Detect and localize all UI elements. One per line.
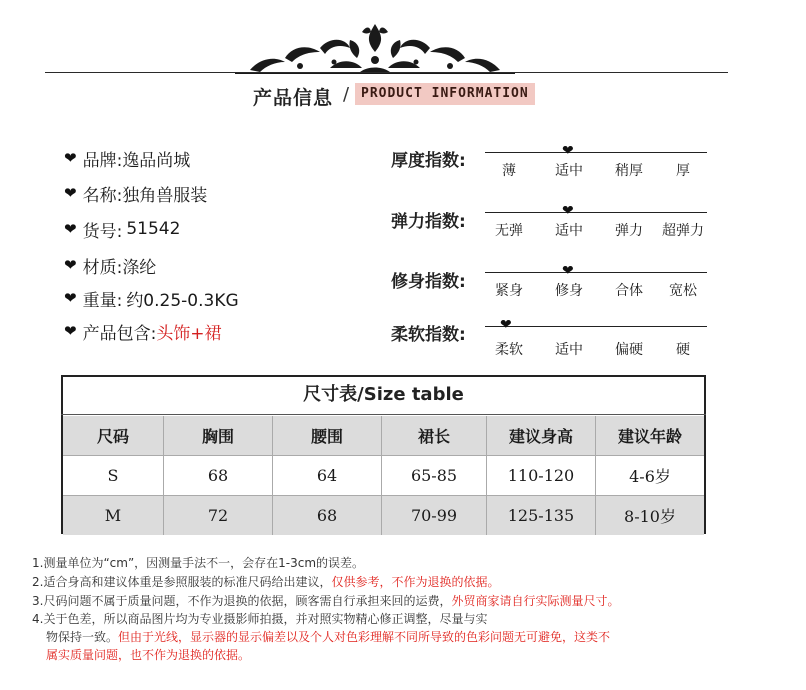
info-contents: [64, 318, 222, 344]
info-sku: [64, 216, 180, 242]
table-header-row: [63, 416, 704, 456]
index-option: 偏硬: [615, 342, 643, 358]
index-option: 合体: [615, 283, 643, 299]
table-row: [63, 456, 704, 496]
heart-marker-icon: ❤: [562, 203, 574, 219]
table-cell: 125-135: [487, 496, 596, 536]
index-scale-fit: [485, 272, 707, 273]
info-weight-value: 约0.25-0.3KG: [126, 290, 239, 311]
index-option: 适中: [555, 342, 583, 358]
size-table-title-divider: [61, 414, 706, 415]
index-option: 宽松: [669, 283, 697, 299]
note-1: [32, 554, 364, 573]
note-4-text: 4.关于色差，所以商品图片均为专业摄影师拍摄，并对照实物精心修正调整，尽量与实: [32, 612, 488, 626]
info-material-value: 涤纶: [122, 257, 157, 278]
heart-marker-icon: ❤: [500, 317, 512, 333]
table-cell: 64: [273, 456, 382, 496]
table-cell: 68: [273, 496, 382, 536]
info-name-value: 独角兽服装: [122, 185, 208, 206]
note-4-end: [46, 646, 250, 665]
info-brand: [64, 145, 190, 171]
table-row: [63, 496, 704, 536]
heart-icon: ❤: [64, 322, 77, 340]
index-option: 弹力: [615, 223, 643, 239]
note-2-text: 2.适合身高和建议体重是参照服装的标准尺码给出建议，: [32, 575, 332, 589]
info-material-label: 材质:: [82, 257, 123, 278]
heart-marker-icon: ❤: [562, 263, 574, 279]
table-cell: 110-120: [487, 456, 596, 496]
note-4-warning: 但由于光线，显示器的显示偏差以及个人对色彩理解不同所导致的色彩问题无可避免，这类不: [118, 630, 611, 644]
table-header-cell: 建议身高: [487, 416, 596, 456]
note-3: [32, 592, 619, 611]
table-cell: S: [63, 456, 164, 496]
table-cell: 68: [164, 456, 273, 496]
info-name: [64, 180, 207, 206]
index-option: 适中: [555, 163, 583, 179]
section-title-cn: 产品信息: [253, 87, 334, 109]
note-4: [32, 610, 487, 629]
note-4-text-cont: 物保持一致。: [46, 630, 119, 644]
index-option: 无弹: [495, 223, 523, 239]
info-sku-value: 51542: [126, 219, 181, 239]
index-option: 薄: [502, 163, 516, 179]
info-sku-label: 货号:: [82, 221, 123, 242]
index-scale-softness: [485, 326, 707, 327]
table-cell: 70-99: [382, 496, 487, 536]
heart-icon: ❤: [64, 149, 77, 167]
note-2-warning: 仅供参考，不作为退换的依据。: [331, 575, 500, 589]
size-table: [63, 416, 704, 535]
index-label-softness: 柔软指数:: [391, 325, 466, 345]
index-option: 适中: [555, 223, 583, 239]
index-label-thickness: 厚度指数:: [391, 151, 466, 171]
index-scale-elasticity: [485, 212, 707, 213]
note-4-warning-end: 属实质量问题，也不作为退换的依据。: [46, 648, 251, 662]
index-option: 稍厚: [615, 163, 643, 179]
index-option: 硬: [676, 342, 690, 358]
header-divider: [45, 72, 728, 73]
decorative-ornament: [230, 18, 520, 76]
heart-icon: ❤: [64, 184, 77, 202]
table-cell: 65-85: [382, 456, 487, 496]
table-cell: M: [63, 496, 164, 536]
index-option: 超弹力: [662, 223, 704, 239]
table-header-cell: 尺码: [63, 416, 164, 456]
title-slash: /: [343, 84, 350, 105]
note-4-cont: [46, 628, 610, 647]
index-label-elasticity: 弹力指数:: [391, 212, 466, 232]
note-3-warning: 外贸商家请自行实际测量尺寸。: [451, 594, 620, 608]
table-header-cell: 裙长: [382, 416, 487, 456]
info-contents-label: 产品包含:: [82, 323, 157, 344]
section-title-en: PRODUCT INFORMATION: [355, 83, 535, 105]
info-brand-value: 逸品尚城: [122, 150, 191, 171]
table-header-cell: 建议年龄: [596, 416, 705, 456]
index-scale-thickness: [485, 152, 707, 153]
note-2: [32, 573, 499, 592]
index-option: 柔软: [495, 342, 523, 358]
note-1-text: 1.测量单位为“cm”，因测量手法不一，会存在1-3cm的误差。: [32, 556, 365, 570]
index-option: 修身: [555, 283, 583, 299]
table-cell: 72: [164, 496, 273, 536]
index-label-fit: 修身指数:: [391, 272, 466, 292]
info-weight: [64, 285, 239, 311]
info-material: [64, 252, 156, 278]
table-cell: 8-10岁: [596, 496, 705, 536]
note-3-text: 3.尺码问题不属于质量问题，不作为退换的依据，顾客需自行承担来回的运费，: [32, 594, 452, 608]
heart-marker-icon: ❤: [562, 143, 574, 159]
info-weight-label: 重量:: [82, 290, 123, 311]
heart-icon: ❤: [64, 220, 77, 238]
index-option: 厚: [676, 163, 690, 179]
table-header-cell: 胸围: [164, 416, 273, 456]
heart-icon: ❤: [64, 289, 77, 307]
heart-icon: ❤: [64, 256, 77, 274]
info-name-label: 名称:: [82, 185, 123, 206]
index-option: 紧身: [495, 283, 523, 299]
table-cell: 4-6岁: [596, 456, 705, 496]
info-contents-value: 头饰+裙: [156, 323, 222, 344]
table-header-cell: 腰围: [273, 416, 382, 456]
size-table-title: 尺寸表/Size table: [303, 384, 464, 405]
info-brand-label: 品牌:: [82, 150, 123, 171]
